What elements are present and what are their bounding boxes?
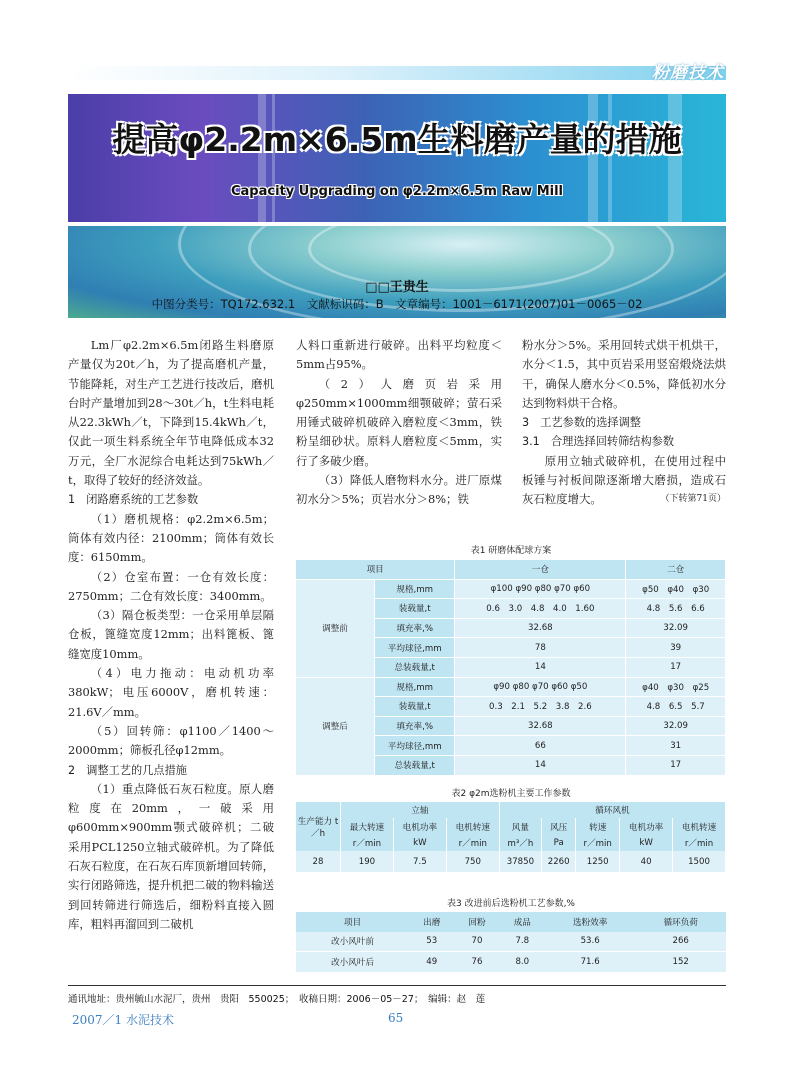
table-unit-cell: kW <box>393 835 446 851</box>
table-cell: 改小风叶前 <box>296 932 409 952</box>
table-cell: 平均球径,mm <box>375 736 455 756</box>
table-row <box>296 932 726 952</box>
table-cell: 总装载量,t <box>375 657 455 677</box>
table-row <box>296 677 726 697</box>
table-cell: 190 <box>341 851 394 872</box>
continued-note: （下转第71页） <box>660 494 726 505</box>
table-header-cell: 循环风机 <box>499 802 725 818</box>
body-column-2 <box>296 336 502 510</box>
col3-paragraph: 原用立轴式破碎机，在使用过程中板锤与衬板间隙逐渐增大磨损，造成石灰石粒度增大。 （下转第71页） <box>522 452 726 510</box>
table1-group-label: 调整后 <box>296 677 375 775</box>
table-header-cell: 转速 <box>576 818 620 835</box>
table-cell: 14 <box>455 657 626 677</box>
table-cell: 2260 <box>542 851 576 872</box>
table-cell: φ50 φ40 φ30 <box>626 579 726 599</box>
table-cell: 76 <box>454 952 499 973</box>
table-cell: 填充率,% <box>375 716 455 736</box>
table-cell: 改小风叶后 <box>296 952 409 973</box>
page-number: 65 <box>388 1011 404 1025</box>
col2-paragraph: （3）降低人磨物料水分。进厂原煤初水分＞5%；页岩水分＞8%；铁 <box>296 473 502 507</box>
col3-paragraph: 3.1 合理选择回转筛结构参数 <box>522 435 675 449</box>
table-header-cell: 电机转速 <box>673 818 726 835</box>
table-unit-cell: r／min <box>576 835 620 851</box>
table-header-cell: 电机功率 <box>620 818 673 835</box>
table-unit-cell: r／min <box>341 835 394 851</box>
table-cell: 66 <box>455 736 626 756</box>
col1-paragraph: （3）隔仓板类型：一仓采用单层隔仓板，篦缝宽度12mm；出料篦板、篦缝宽度10mm。 <box>68 608 274 661</box>
table-cell: 装载量,t <box>375 697 455 717</box>
table-cell: 750 <box>446 851 499 872</box>
table-cell: 规格,mm <box>375 677 455 697</box>
table1 <box>296 560 726 776</box>
table2-group-row <box>296 802 726 818</box>
table1-group-label: 调整前 <box>296 579 375 677</box>
table2-capacity-header: 生产能力 t／h <box>296 802 341 851</box>
col1-paragraph: （2）仓室布置：一仓有效长度：2750mm；二仓有效长度：3400mm。 <box>68 569 274 603</box>
classification-meta: 中图分类号：TQ172.632.1 文献标识码：B 文章编号：1001－6171(2007)01－0065－02 <box>151 297 643 311</box>
table-header-cell: 电机转速 <box>446 818 499 835</box>
table-cell: 39 <box>626 638 726 658</box>
table-header-cell: 项目 <box>296 560 455 579</box>
table-header-cell: 选粉效率 <box>545 912 636 932</box>
col1-paragraph: 1 闭路磨系统的工艺参数 <box>68 493 199 507</box>
table-header-cell: 成品 <box>500 912 545 932</box>
table2-unit-row <box>296 835 726 851</box>
col1-paragraph: （1）重点降低石灰石粒度。原人磨粒度在20mm，一破采用φ600mm×900mm颚式破碎机；二破采用PCL1250立轴式破碎机。为了降低石灰石粒度，在石灰石库顶新增回转筛，实行闭路筛选，提升机把二破的物料输送到回转筛进行筛选后，细粉料直接入圆库，粗料再溜回到二破机 <box>68 781 274 931</box>
col3-paragraph: 3 工艺参数的选择调整 <box>522 416 641 430</box>
table-cell: 装载量,t <box>375 599 455 619</box>
table-cell: 4.8 6.5 5.7 <box>626 697 726 717</box>
col2-paragraph: 人料口重新进行破碎。出料平均粒度＜5mm占95%。 <box>296 338 502 372</box>
table-cell: 总装载量,t <box>375 755 455 775</box>
table-cell: φ90 φ80 φ70 φ60 φ50 <box>455 677 626 697</box>
col3-paragraph: 粉水分＞5%。采用回转式烘干机烘干，水分＜1.5，其中页岩采用竖窑煅烧法烘干，确保人磨水分＜0.5%，降低初水分达到物料烘干合格。 <box>522 338 726 410</box>
table-cell: 规格,mm <box>375 579 455 599</box>
table-cell: 4.8 5.6 6.6 <box>626 599 726 619</box>
table-cell: 49 <box>409 952 454 973</box>
title-banner <box>68 94 726 222</box>
table-cell: 32.68 <box>455 716 626 736</box>
section-label: 粉磨技术 <box>652 63 724 83</box>
table-cell: 1250 <box>576 851 620 872</box>
table-row <box>296 579 726 599</box>
table-cell: 37850 <box>499 851 541 872</box>
table-unit-cell: kW <box>620 835 673 851</box>
table1-caption: 表1 研磨体配球方案 <box>470 546 552 556</box>
table-cell: 32.09 <box>626 716 726 736</box>
table-cell: 7.8 <box>500 932 545 952</box>
footnote: 通讯地址：贵州毓山水泥厂，贵州 贵阳 550025； 收稿日期：2006－05－27； 编辑：赵 莲 <box>68 994 486 1005</box>
table3-header-row <box>296 912 726 932</box>
body-column-1 <box>68 336 274 934</box>
table3-caption: 表3 改进前后选粉机工艺参数,% <box>446 899 575 909</box>
table-cell: 53 <box>409 932 454 952</box>
table-cell: 266 <box>635 932 726 952</box>
table-header-cell: 回粉 <box>454 912 499 932</box>
journal-name: 2007／1 水泥技术 <box>72 1013 174 1027</box>
table-cell: 17 <box>626 755 726 775</box>
table-cell: 152 <box>635 952 726 973</box>
table-cell: 平均球径,mm <box>375 638 455 658</box>
author: □□王贵生 <box>365 280 429 295</box>
table-header-cell: 循环负荷 <box>635 912 726 932</box>
table-unit-cell: m³／h <box>499 835 541 851</box>
table1-header-row <box>296 560 726 579</box>
table-cell: 0.6 3.0 4.8 4.0 1.60 <box>455 599 626 619</box>
table-cell: 28 <box>296 851 341 872</box>
col2-paragraph: （2）人磨页岩采用φ250mm×1000mm细颚破碎；萤石采用锤式破碎机破碎入磨粒度＜3mm，铁粉呈细砂状。原料人磨粒度＜5mm，实行了多破少磨。 <box>296 376 502 468</box>
body-column-3 <box>522 336 726 510</box>
table-cell: 71.6 <box>545 952 636 973</box>
table-cell: 14 <box>455 755 626 775</box>
table-cell: 填充率,% <box>375 618 455 638</box>
col1-paragraph: Lm厂φ2.2m×6.5m闭路生料磨原产量仅为20t／h，为了提高磨机产量，节能降耗，对生产工艺进行技改后，磨机台时产量增加到28～30t／h，t生料电耗从22.3kWh／t，下降到15.4kWh／t，仅此一项生料系统全年节电降低成本32万元，全厂水泥综合电耗达到75kWh／t，取得了较好的经济效益。 <box>68 338 274 488</box>
table2-column-row <box>296 818 726 835</box>
table-header-cell: 出磨 <box>409 912 454 932</box>
table-cell: 70 <box>454 932 499 952</box>
table-header-cell: 风量 <box>499 818 541 835</box>
table-header-cell: 一仓 <box>455 560 626 579</box>
table-header-cell: 立轴 <box>341 802 500 818</box>
table-cell: 31 <box>626 736 726 756</box>
table2-caption: 表2 φ2m选粉机主要工作参数 <box>451 789 571 799</box>
table-header-cell: 风压 <box>542 818 576 835</box>
table-cell: 1500 <box>673 851 726 872</box>
table3 <box>296 912 726 973</box>
article-title: 提高φ2.2m×6.5m生料磨产量的措施 <box>112 120 682 159</box>
header-stripe <box>68 66 726 80</box>
table-row <box>296 952 726 973</box>
table-header-cell: 电机功率 <box>393 818 446 835</box>
table-cell: 32.68 <box>455 618 626 638</box>
table-unit-cell: r／min <box>673 835 726 851</box>
table-unit-cell: Pa <box>542 835 576 851</box>
col1-paragraph: （5）回转筛：φ1100／1400～2000mm；筛板孔径φ12mm。 <box>68 723 274 758</box>
table-cell: 17 <box>626 657 726 677</box>
table-header-cell: 最大转速 <box>341 818 394 835</box>
table-cell: 7.5 <box>393 851 446 872</box>
table-cell: φ100 φ90 φ80 φ70 φ60 <box>455 579 626 599</box>
table-cell: φ40 φ30 φ25 <box>626 677 726 697</box>
article-subtitle: Capacity Upgrading on φ2.2m×6.5m Raw Mill <box>230 184 564 199</box>
table-cell: 40 <box>620 851 673 872</box>
table-header-cell: 二仓 <box>626 560 726 579</box>
table2 <box>296 802 726 872</box>
col1-paragraph: （1）磨机规格：φ2.2m×6.5m；筒体有效内径：2100mm；筒体有效长度：6150mm。 <box>68 511 274 565</box>
col1-paragraph: （4）电力拖动：电动机功率380kW；电压6000V，磨机转速：21.6V／mm。 <box>68 666 274 719</box>
table-cell: 8.0 <box>500 952 545 973</box>
col1-paragraph: 2 调整工艺的几点措施 <box>68 763 187 777</box>
table-cell: 78 <box>455 638 626 658</box>
table-unit-cell: r／min <box>446 835 499 851</box>
table-cell: 32.09 <box>626 618 726 638</box>
table-header-cell: 项目 <box>296 912 409 932</box>
table-cell: 53.6 <box>545 932 636 952</box>
table-row <box>296 851 726 872</box>
footer-divider <box>68 985 726 986</box>
table-cell: 0.3 2.1 5.2 3.8 2.6 <box>455 697 626 717</box>
